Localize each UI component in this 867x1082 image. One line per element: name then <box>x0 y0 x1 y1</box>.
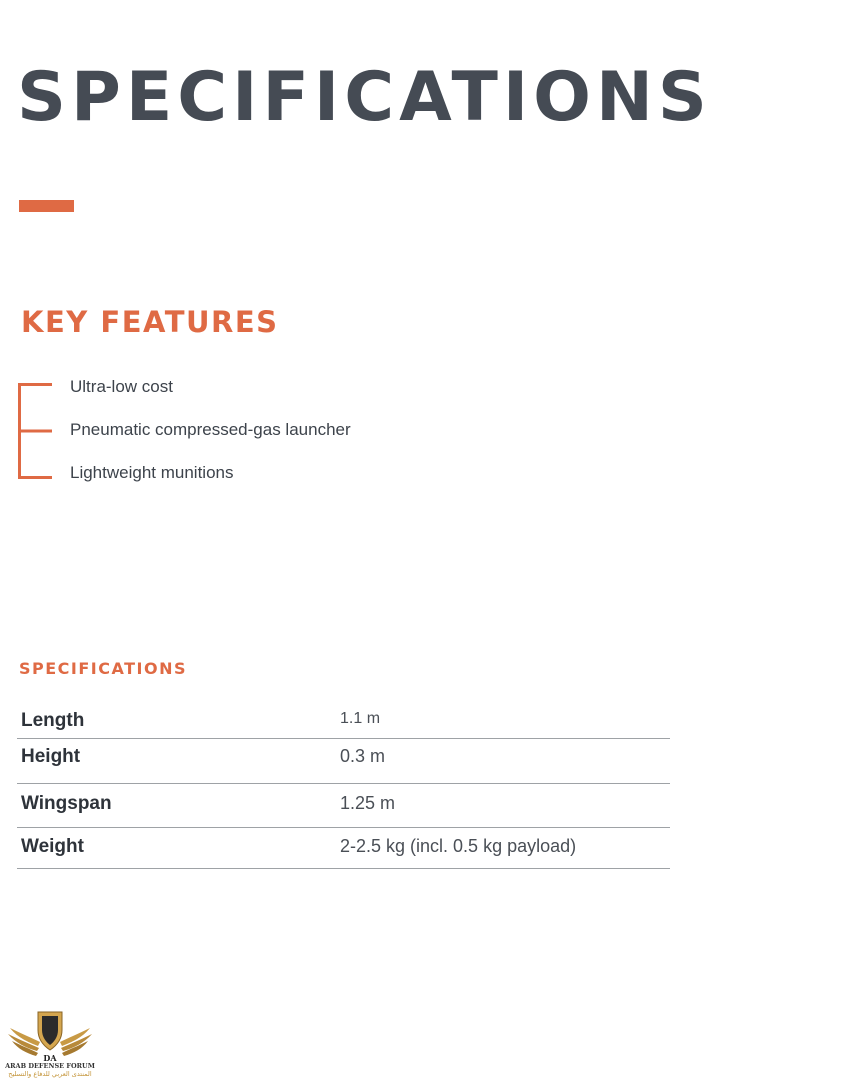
spec-label: Weight <box>21 836 84 857</box>
spec-row-length <box>17 704 670 739</box>
page-title: SPECIFICATIONS <box>17 58 712 137</box>
feature-item: Lightweight munitions <box>70 463 234 482</box>
spec-value: 2-2.5 kg (incl. 0.5 kg payload) <box>340 836 577 856</box>
forum-watermark-logo <box>4 1008 96 1080</box>
forum-name: ARAB DEFENSE FORUM <box>5 1062 95 1070</box>
forum-monogram: DA <box>43 1053 57 1062</box>
accent-bar <box>19 200 74 212</box>
feature-item: Pneumatic compressed-gas launcher <box>70 420 351 439</box>
spec-row-height <box>17 739 670 784</box>
spec-value: 1.25 m <box>340 793 396 813</box>
key-features-heading: KEY FEATURES <box>21 305 279 339</box>
specifications-heading: SPECIFICATIONS <box>19 659 188 678</box>
specifications-table <box>17 704 670 869</box>
spec-value: 0.3 m <box>340 746 386 766</box>
spec-value: 1.1 m <box>340 710 381 727</box>
spec-label: Length <box>21 710 85 731</box>
winged-shield-icon <box>4 1008 96 1062</box>
key-features-list <box>70 374 351 503</box>
forum-name-arabic: المنتدى العربي للدفاع والتسليح <box>8 1070 92 1078</box>
spec-label: Height <box>21 746 81 767</box>
features-bracket-icon <box>18 383 52 479</box>
spec-row-wingspan <box>17 784 670 828</box>
spec-label: Wingspan <box>21 793 112 814</box>
feature-item: Ultra-low cost <box>70 377 173 396</box>
spec-row-weight <box>17 828 670 869</box>
